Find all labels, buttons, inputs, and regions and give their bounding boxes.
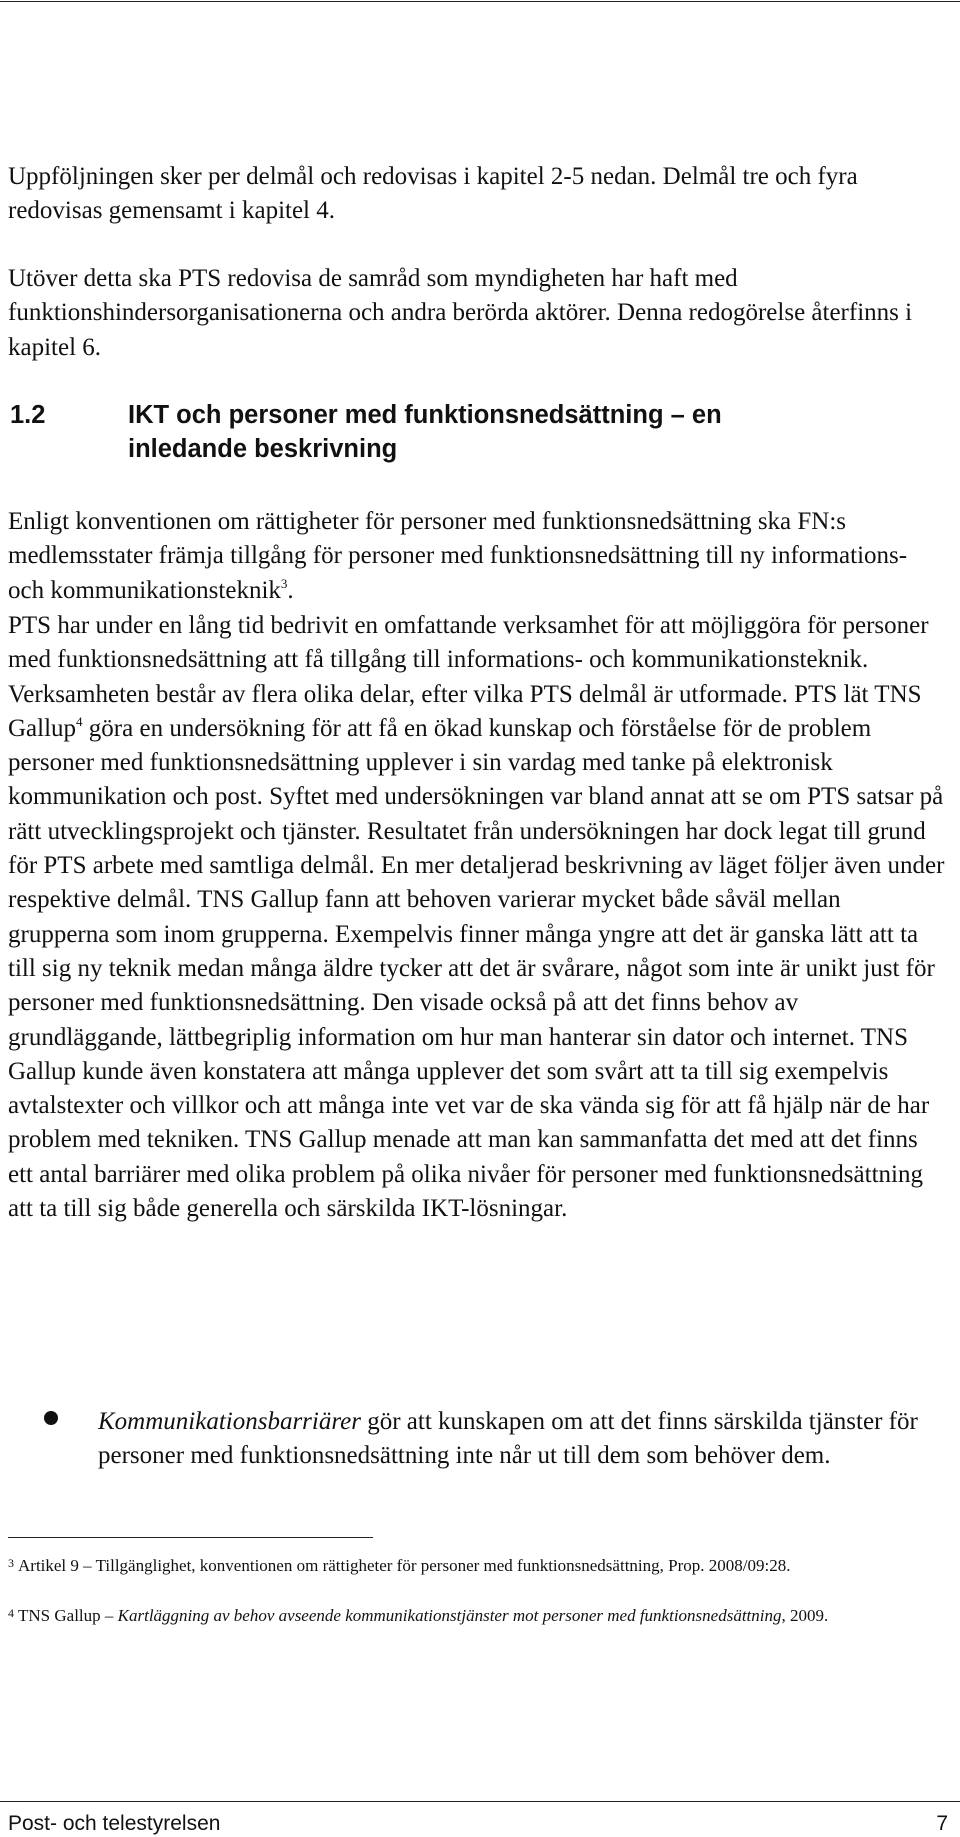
footnote-4-prefix: TNS Gallup – (18, 1606, 118, 1625)
page-number: 7 (936, 1812, 948, 1835)
tns-text-part1: PTS har under en lång tid bedrivit en omfattande verksamhet för att möjliggöra för personer med funktionsnedsättning att få tillgång till informations- och kommunikationsteknik. Verksamheten består av flera olika delar, efter vilka PTS delmål är utformade. PTS lät TNS Gallup (8, 612, 929, 742)
bullet-dot (44, 1411, 58, 1425)
tns-text-part2: göra en undersökning för att få en ökad kunskap och förståelse för de problem personer med funktionsnedsättning upplever i sin vardag med tanke på elektronisk kommunikation och post. Syftet med undersökningen var bland annat att se om PTS satsar på rätt utvecklingsprojekt och tjänster. Resultatet från undersökningen har dock legat till grund för PTS arbete med samtliga delmål. En mer detaljerad beskrivning av läget följer även under respektive delmål. TNS Gallup fann att behoven varierar mycket både såväl mellan grupperna som inom grupperna. Exempelvis finner många yngre att det är ganska lätt att ta till sig ny teknik medan många äldre tycker att det är svårare, något som inte är unikt just för personer med funktionsnedsättning. Den visade också på att det finns behov av grundläggande, lättbegriplig information om hur man hanterar sin dator och internet. TNS Gallup kunde även konstatera att många upplever det som svårt att ta till sig exempelvis avtalstexter och villkor och att många inte vet var de ska vända sig för att få hjälp när de har problem med tekniken. TNS Gallup menade att man kan sammanfatta det med att det finns ett antal barriärer med olika problem på olika nivåer för personer med funktionsnedsättning att ta till sig både generella och särskilda IKT-lösningar. (8, 714, 945, 1223)
convention-text: Enligt konventionen om rättigheter för personer med funktionsnedsättning ska FN:s medlemsstater främja tillgång för personer med funktionsnedsättning till ny informations- och kommunikationsteknik (8, 508, 908, 604)
bullet-item-communication-barriers (98, 1405, 948, 1474)
footnote-mark-4: 4 (8, 1606, 14, 1620)
paragraph-consultations: Utöver detta ska PTS redovisa de samråd som myndigheten har haft med funktionshindersorganisationerna och andra berörda aktörer. Denna redogörelse återfinns i kapitel 6. (8, 265, 913, 361)
bullet-term: Kommunikationsbarriärer (98, 1408, 361, 1435)
paragraph-followup: Uppföljningen sker per delmål och redovisas i kapitel 2-5 nedan. Delmål tre och fyra redovisas gemensamt i kapitel 4. (8, 163, 858, 225)
paragraph-convention (8, 505, 948, 608)
footnote-3-text: Artikel 9 – Tillgänglighet, konventionen om rättigheter för personer med funktionsnedsättning, Prop. 2008/09:28. (18, 1556, 791, 1575)
footnote-4 (8, 1601, 953, 1628)
paragraph-tns-gallup (8, 609, 948, 1226)
footnote-separator (8, 1537, 373, 1538)
bullet-text: gör att kunskapen om att det finns särskilda tjänster för personer med funktionsnedsättning inte når ut till dem som behöver dem. (98, 1408, 918, 1470)
section-number: 1.2 (10, 401, 46, 429)
section-title-line1: IKT och personer med funktionsnedsättning – en (128, 401, 722, 429)
footnote-3 (8, 1551, 953, 1578)
footnote-ref-4[interactable]: 4 (76, 713, 83, 729)
footnote-4-title: Kartläggning av behov avseende kommunikationstjänster mot personer med funktionsnedsättning (117, 1606, 782, 1625)
footnote-4-suffix: , 2009. (781, 1606, 829, 1625)
footnote-ref-3[interactable]: 3 (280, 575, 288, 591)
header-rule (0, 1, 960, 2)
footnote-mark-3: 3 (8, 1556, 14, 1570)
section-title-line2: inledande beskrivning (128, 435, 398, 463)
footer-rule (0, 1801, 960, 1802)
footer-organization: Post- och telestyrelsen (8, 1812, 221, 1835)
section-heading (10, 398, 950, 466)
convention-end: . (287, 576, 294, 604)
